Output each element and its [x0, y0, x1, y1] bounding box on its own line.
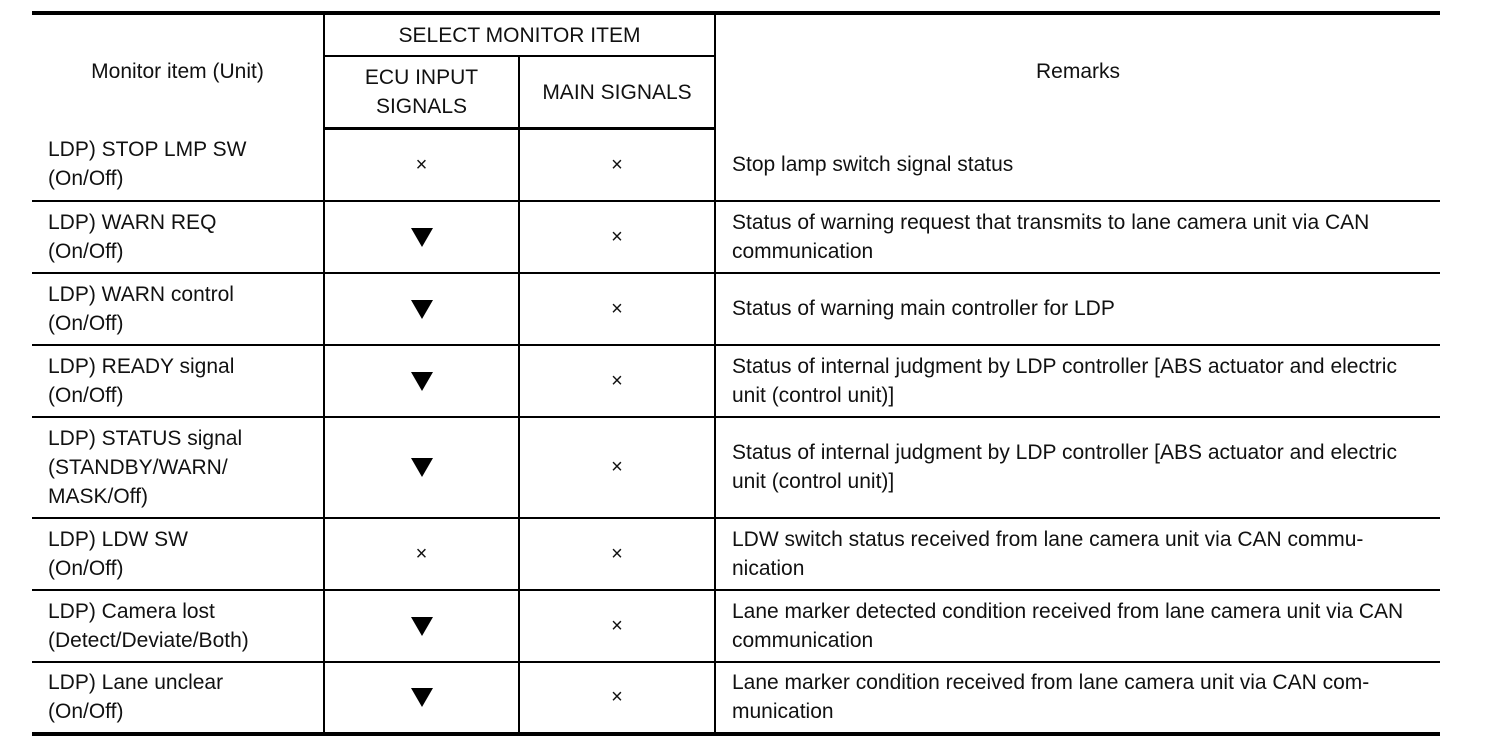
monitor-item-header: Monitor item (Unit) [32, 13, 324, 129]
down-triangle-icon [411, 617, 433, 636]
down-triangle-icon [411, 228, 433, 247]
monitor-item-cell [32, 273, 324, 345]
ecu-input-signals-cell [324, 417, 519, 518]
main-signals-cell [519, 201, 715, 273]
remarks-cell: Status of warning request that transmits to lane camera unit via CAN communication [715, 201, 1440, 273]
cross-mark-icon: × [611, 297, 623, 320]
cross-mark-icon: × [415, 542, 428, 565]
main-signals-cell [519, 417, 715, 518]
monitor-item-name: LDP) WARN REQ [48, 210, 217, 234]
monitor-item-name: LDP) STOP LMP SW [48, 138, 247, 161]
monitor-item-unit: (STANDBY/WARN/ MASK/Off) [48, 455, 228, 508]
monitor-item-cell [32, 201, 324, 273]
table-row [32, 129, 1440, 201]
cross-mark-icon: × [611, 369, 623, 392]
main-signals-cell [519, 129, 715, 201]
table-row [32, 662, 1440, 734]
table-row [32, 345, 1440, 417]
ecu-input-signals-cell [324, 518, 519, 590]
remarks-cell: Status of warning main controller for LDP [715, 273, 1440, 345]
table-row [32, 201, 1440, 273]
select-monitor-item-header: SELECT MONITOR ITEM [324, 13, 715, 56]
ecu-input-signals-cell [324, 345, 519, 417]
table-row [32, 273, 1440, 345]
remarks-cell: Lane marker detected condition received from lane camera unit via CAN communication [715, 590, 1440, 662]
main-signals-cell [519, 662, 715, 734]
cross-mark-icon: × [415, 153, 428, 176]
remarks-cell: Lane marker condition received from lane camera unit via CAN com-munication [715, 662, 1440, 734]
monitor-item-unit: (On/Off) [48, 383, 124, 407]
monitor-item-name: LDP) Lane unclear [48, 671, 224, 694]
table-row [32, 518, 1440, 590]
monitor-item-unit: (Detect/Deviate/Both) [48, 628, 249, 652]
main-signals-cell [519, 345, 715, 417]
monitor-item-cell [32, 417, 324, 518]
main-signals-cell [519, 518, 715, 590]
table-row [32, 417, 1440, 518]
monitor-item-unit: (On/Off) [48, 239, 124, 263]
ecu-input-signals-header: ECU INPUT SIGNALS [324, 56, 519, 129]
cross-mark-icon: × [611, 542, 623, 565]
ecu-input-signals-cell [324, 201, 519, 273]
monitor-item-cell [32, 345, 324, 417]
remarks-cell: Stop lamp switch signal status [715, 129, 1440, 201]
ecu-input-signals-cell [324, 129, 519, 201]
monitor-item-name: LDP) Camera lost [48, 599, 215, 623]
table-row [32, 590, 1440, 662]
cross-mark-icon: × [611, 686, 623, 708]
ecu-input-signals-cell [324, 590, 519, 662]
cross-mark-icon: × [611, 225, 623, 248]
table-body [32, 129, 1440, 734]
monitor-item-unit: (On/Off) [48, 311, 124, 335]
monitor-item-cell [32, 518, 324, 590]
monitor-item-unit: (On/Off) [48, 556, 124, 580]
monitor-item-cell [32, 129, 324, 201]
ecu-input-signals-cell [324, 662, 519, 734]
remarks-cell: Status of internal judgment by LDP controller [ABS actuator and electric unit (control unit)] [715, 417, 1440, 518]
down-triangle-icon [411, 300, 433, 319]
remarks-cell: Status of internal judgment by LDP controller [ABS actuator and electric unit (control unit)] [715, 345, 1440, 417]
down-triangle-icon [411, 458, 433, 477]
remarks-header: Remarks [715, 13, 1440, 129]
remarks-cell: LDW switch status received from lane camera unit via CAN commu-nication [715, 518, 1440, 590]
monitor-item-unit: (On/Off) [48, 700, 124, 723]
monitor-item-cell [32, 662, 324, 734]
main-signals-cell [519, 590, 715, 662]
down-triangle-icon [411, 372, 433, 391]
monitor-item-table [32, 11, 1440, 736]
cross-mark-icon: × [611, 614, 623, 637]
ecu-input-signals-cell [324, 273, 519, 345]
main-signals-cell [519, 273, 715, 345]
monitor-item-unit: (On/Off) [48, 167, 124, 190]
down-triangle-icon [411, 688, 433, 707]
monitor-item-name: LDP) READY signal [48, 354, 235, 378]
monitor-item-cell [32, 590, 324, 662]
cross-mark-icon: × [611, 456, 623, 478]
monitor-item-name: LDP) STATUS signal [48, 426, 243, 450]
monitor-item-name: LDP) LDW SW [48, 527, 189, 551]
main-signals-header: MAIN SIGNALS [519, 56, 715, 129]
monitor-item-name: LDP) WARN control [48, 282, 234, 306]
cross-mark-icon: × [611, 153, 623, 176]
